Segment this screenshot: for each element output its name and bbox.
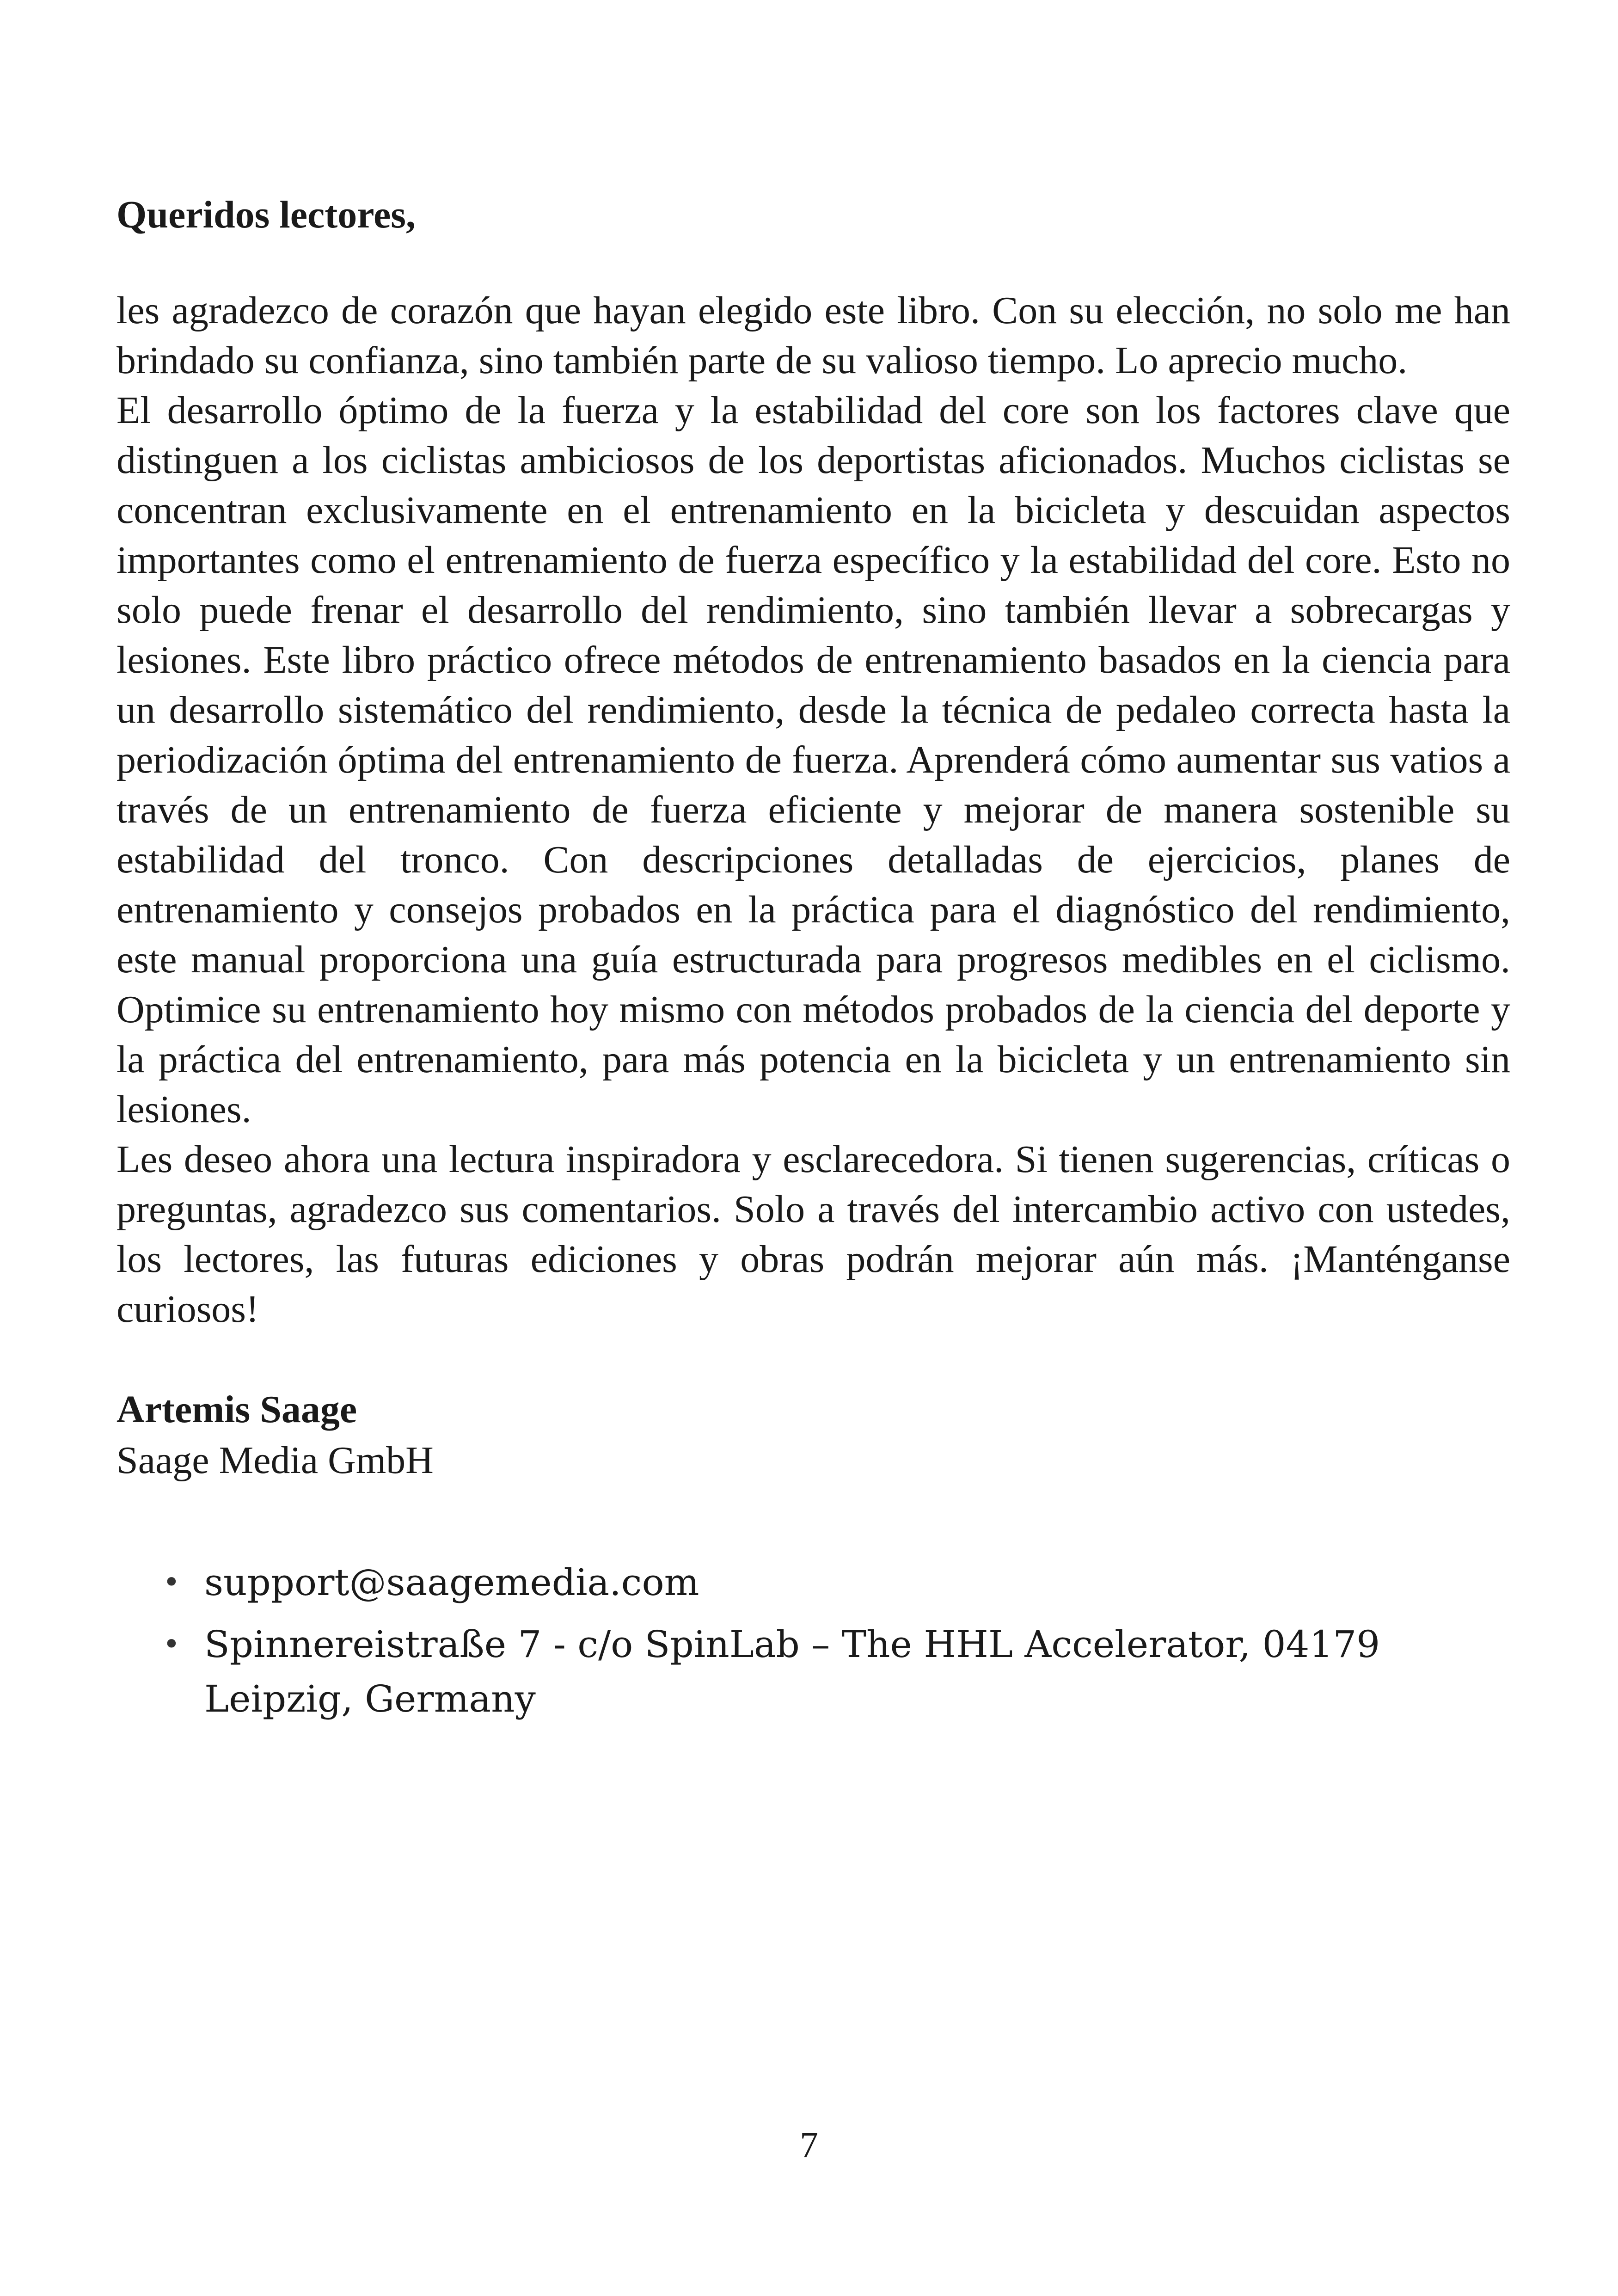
contact-email (163, 1555, 1499, 1610)
contact-address (163, 1617, 1499, 1726)
contact-email-text: support@saagemedia.com (204, 1561, 699, 1604)
paragraph-intro: les agradezco de corazón que hayan elegido este libro. Con su elección, no solo me han brindado su confianza, sino también parte de su valioso tiempo. Lo aprecio mucho. (116, 289, 1510, 382)
salutation: Queridos lectores, (116, 193, 416, 236)
signature-block (116, 1384, 1510, 1486)
author-name: Artemis Saage (116, 1388, 357, 1431)
page-number: 7 (800, 2125, 818, 2166)
contact-address-text: Spinnereistraße 7 - c/o SpinLab – The HHL Accelerator, 04179 Leipzig, Germany (204, 1623, 1380, 1720)
bullet-icon: • (163, 1627, 180, 1662)
contact-list (116, 1555, 1510, 1726)
bullet-icon: • (163, 1565, 180, 1600)
paragraph-closing: Les deseo ahora una lectura inspiradora y esclarecedora. Si tienen sugerencias, críticas o preguntas, agradezco sus comentarios. Solo a través del intercambio activo con ustedes, los lectores, las futuras ediciones y obras podrán mejorar aún más. ¡Manténganse curiosos! (116, 1138, 1510, 1331)
paragraph-body: El desarrollo óptimo de la fuerza y la estabilidad del core son los factores clave que distinguen a los ciclistas ambiciosos de los deportistas aficionados. Muchos ciclistas se concentran exclusivamente en el entrenamiento en la bicicleta y descuidan aspectos importantes como el entrenamiento de fuerza específico y la estabilidad del core. Esto no solo puede frenar el desarrollo del rendimiento, sino también llevar a sobrecargas y lesiones. Este libro práctico ofrece métodos de entrenamiento basados en la ciencia para un desarrollo sistemático del rendimiento, desde la técnica de pedaleo correcta hasta la periodización óptima del entrenamiento de fuerza. Aprenderá cómo aumentar sus vatios a través de un entrenamiento de fuerza eficiente y mejorar de manera sostenible su estabilidad del tronco. Con descripciones detalladas de ejercicios, planes de entrenamiento y consejos probados en la práctica para el diagnóstico del rendimiento, este manual proporciona una guía estructurada para progresos medibles en el ciclismo. Optimice su entrenamiento hoy mismo con métodos probados de la ciencia del deporte y la práctica del entrenamiento, para más potencia en la bicicleta y un entrenamiento sin lesiones. (116, 389, 1510, 1131)
letter-page (116, 190, 1510, 1734)
company-name: Saage Media GmbH (116, 1439, 434, 1482)
